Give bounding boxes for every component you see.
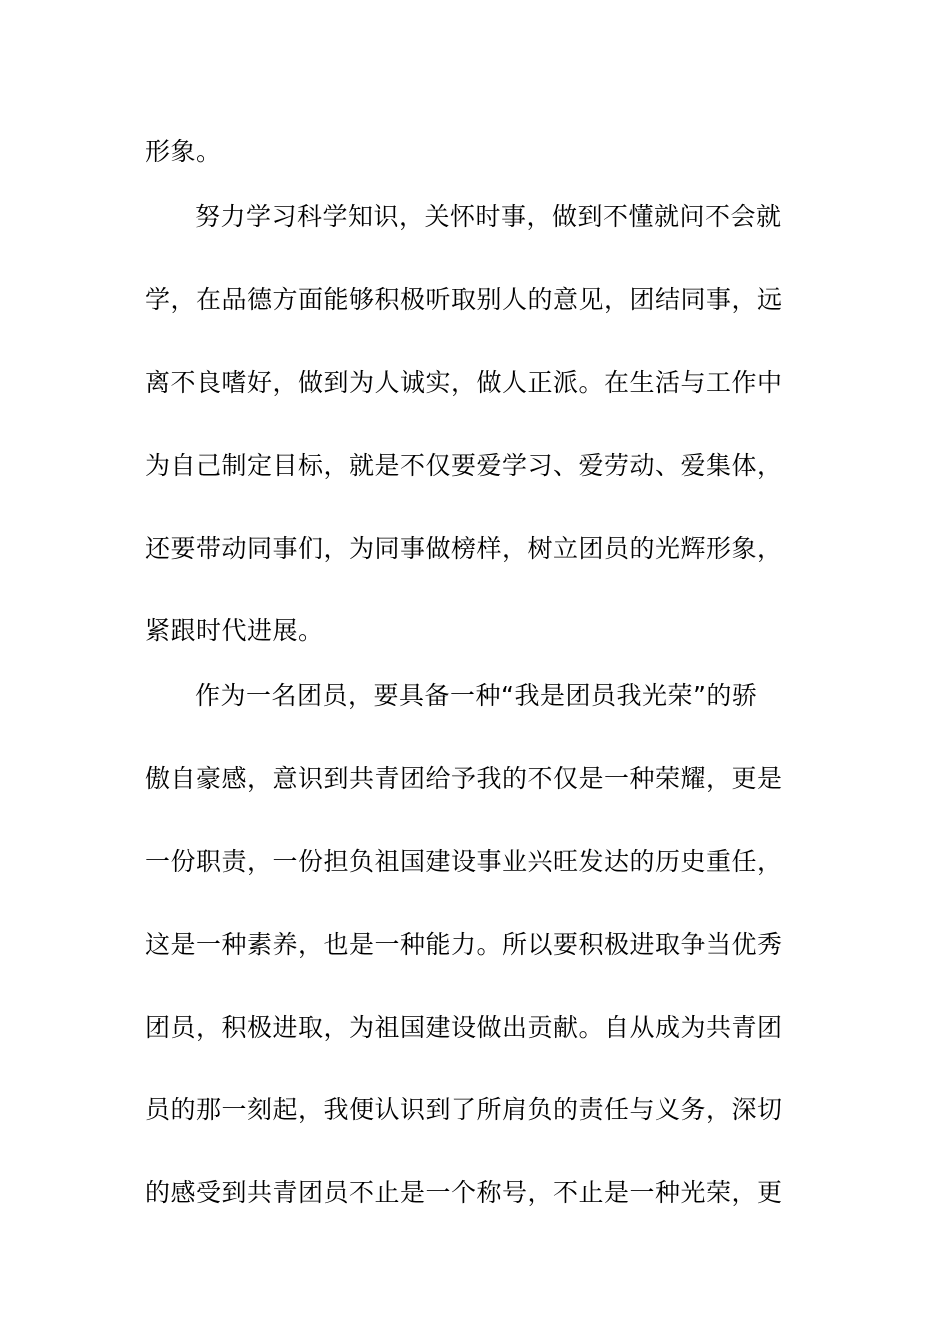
paragraph-line: 努力学习科学知识，关怀时事，做到不懂就问不会就 xyxy=(195,202,782,231)
paragraph-line: 离不良嗜好，做到为人诚实，做人正派。在生活与工作中 xyxy=(145,368,783,397)
paragraph-line: 员的那一刻起，我便认识到了所肩负的责任与义务，深切 xyxy=(145,1095,783,1124)
paragraph-line: 这是一种素养，也是一种能力。所以要积极进取争当优秀 xyxy=(145,930,783,959)
paragraph-line: 为自己制定目标，就是不仅要爱学习、爱劳动、爱集体， xyxy=(145,451,783,480)
paragraph-line: 作为一名团员，要具备一种“我是团员我光荣”的骄 xyxy=(195,681,758,710)
paragraph-line: 一份职责，一份担负祖国建设事业兴旺发达的历史重任， xyxy=(145,847,783,876)
paragraph-line: 的感受到共青团员不止是一个称号，不止是一种光荣，更 xyxy=(145,1178,783,1207)
paragraph-line: 形象。 xyxy=(145,137,222,166)
paragraph-line: 学，在品德方面能够积极听取别人的意见，团结同事，远 xyxy=(145,285,783,314)
paragraph-line: 还要带动同事们，为同事做榜样，树立团员的光辉形象， xyxy=(145,534,783,563)
paragraph-line: 紧跟时代进展。 xyxy=(145,616,324,645)
paragraph-line: 傲自豪感，意识到共青团给予我的不仅是一种荣耀，更是 xyxy=(145,764,783,793)
paragraph-line: 团员，积极进取，为祖国建设做出贡献。自从成为共青团 xyxy=(145,1013,783,1042)
